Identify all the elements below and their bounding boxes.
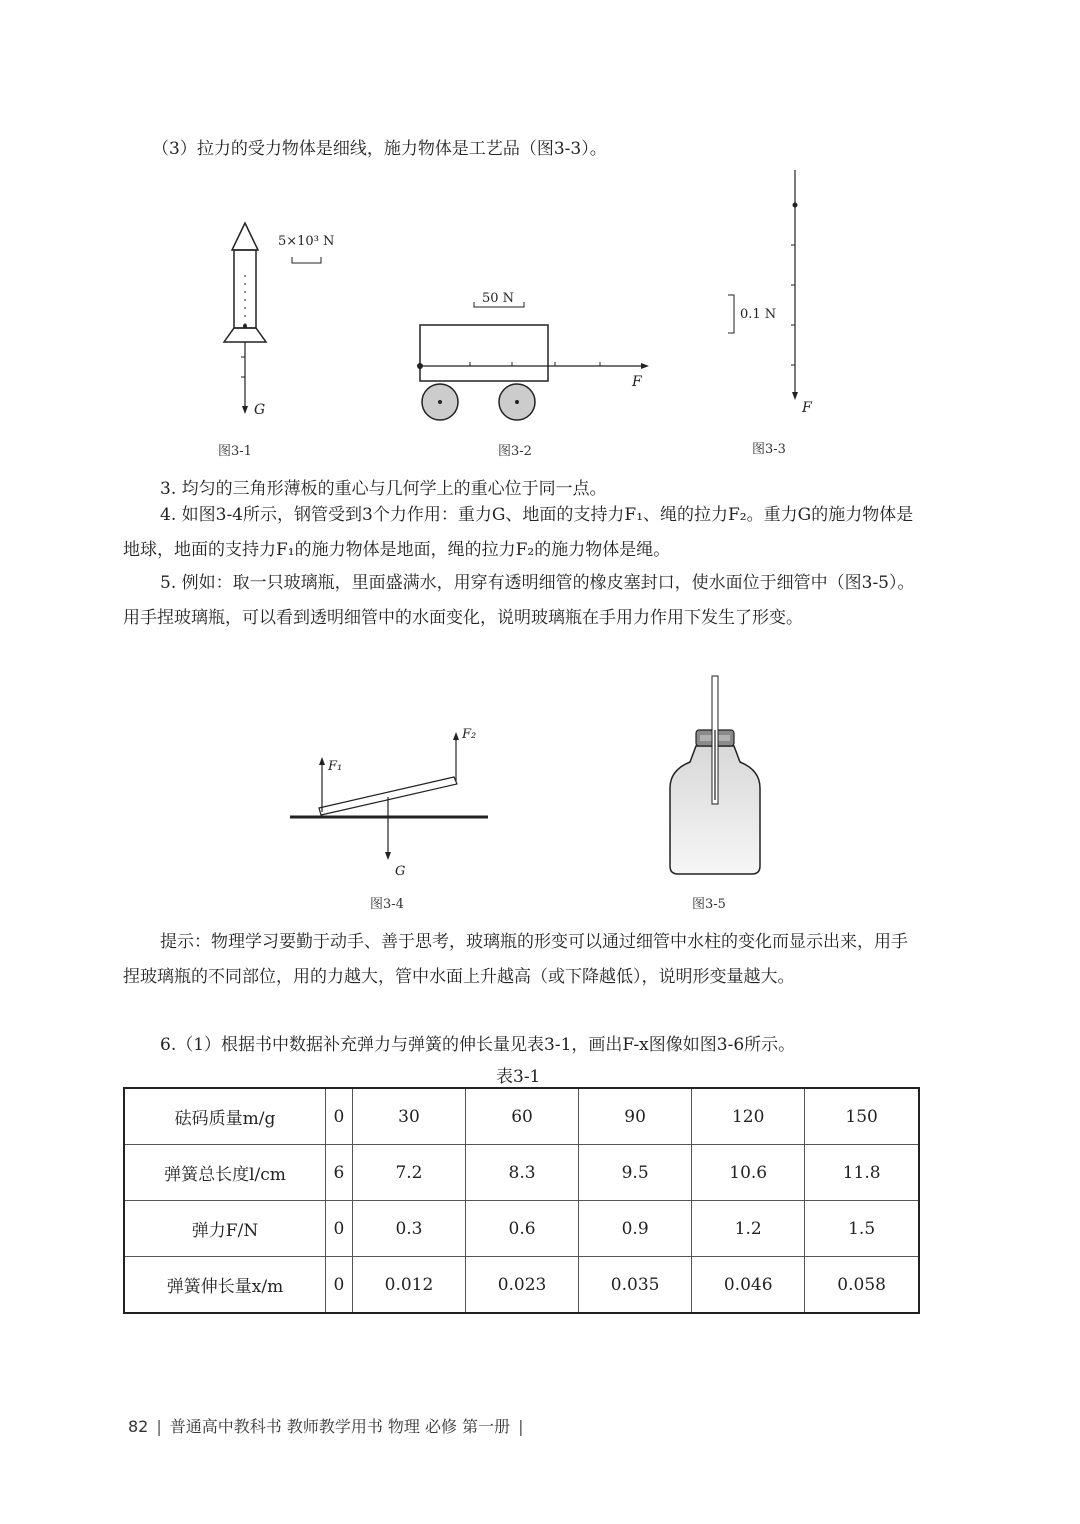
book-info: 普通高中教科书 教师教学用书 物理 必修 第一册 bbox=[169, 1417, 511, 1436]
figure-3-1 bbox=[210, 215, 340, 420]
table-cell: 1.2 bbox=[692, 1201, 805, 1257]
table-cell: 9.5 bbox=[579, 1145, 692, 1201]
page-number: 82 bbox=[128, 1417, 149, 1436]
table-row bbox=[124, 1145, 919, 1201]
figure-3-5 bbox=[660, 670, 770, 880]
hint-text: 提示：物理学习要勤于动手、善于思考，玻璃瓶的形变可以通过细管中水柱的变化而显示出来，用手捏玻璃瓶的不同部位，用的力越大，管中水面上升越高（或下降越低），说明形变量越大。 bbox=[123, 932, 908, 987]
answer-6: 6.（1）根据书中数据补充弹力与弹簧的伸长量见表3-1，画出F-x图像如图3-6所示。 bbox=[160, 1035, 796, 1055]
figure-3-3 bbox=[720, 165, 830, 415]
table-cell: 0.6 bbox=[466, 1201, 579, 1257]
table-cell: 150 bbox=[805, 1088, 919, 1145]
table-cell: 11.8 bbox=[805, 1145, 919, 1201]
fig3-1-scale-label: 5×10³ N bbox=[278, 234, 335, 249]
table-cell: 0.012 bbox=[352, 1257, 465, 1314]
table-row bbox=[124, 1257, 919, 1314]
table-cell: 1.5 bbox=[805, 1201, 919, 1257]
table-cell: 90 bbox=[579, 1088, 692, 1145]
data-table bbox=[123, 1087, 920, 1314]
table-cell: 0.046 bbox=[692, 1257, 805, 1314]
fig3-4-f1-label: F₁ bbox=[328, 759, 343, 774]
row-header: 弹簧伸长量x/m bbox=[124, 1257, 326, 1314]
caption-3-1: 图3-1 bbox=[218, 444, 252, 459]
table-cell: 30 bbox=[352, 1088, 465, 1145]
item3-text: （3）拉力的受力物体是细线，施力物体是工艺品（图3-3）。 bbox=[152, 139, 607, 159]
table-cell: 0.035 bbox=[579, 1257, 692, 1314]
table-cell: 8.3 bbox=[466, 1145, 579, 1201]
caption-3-4: 图3-4 bbox=[370, 897, 404, 912]
table-cell: 0.023 bbox=[466, 1257, 579, 1314]
table-cell: 0.3 bbox=[352, 1201, 465, 1257]
page-footer: 82 | 普通高中教科书 教师教学用书 物理 必修 第一册 | bbox=[128, 1417, 524, 1436]
table-row bbox=[124, 1201, 919, 1257]
fig3-2-force-label: F bbox=[632, 374, 642, 390]
table-cell: 0.058 bbox=[805, 1257, 919, 1314]
row-header: 弹簧总长度l/cm bbox=[124, 1145, 326, 1201]
table-cell: 0 bbox=[326, 1257, 353, 1314]
caption-3-2: 图3-2 bbox=[498, 444, 532, 459]
table-cell: 6 bbox=[326, 1145, 353, 1201]
table-cell: 7.2 bbox=[352, 1145, 465, 1201]
fig3-1-force-label: G bbox=[254, 402, 266, 418]
table-row bbox=[124, 1088, 919, 1145]
row-header: 砝码质量m/g bbox=[124, 1088, 326, 1145]
answer-3: 3. 均匀的三角形薄板的重心与几何学上的重心位于同一点。 bbox=[160, 479, 607, 499]
figure-3-4 bbox=[285, 715, 495, 885]
fig3-2-scale-label: 50 N bbox=[482, 291, 515, 306]
fig3-3-scale-label: 0.1 N bbox=[740, 307, 777, 322]
fig3-4-g-label: G bbox=[395, 864, 406, 879]
table-cell: 10.6 bbox=[692, 1145, 805, 1201]
answer-5: 5. 例如：取一只玻璃瓶，里面盛满水，用穿有透明细管的橡皮塞封口，使水面位于细管中（图3-5）。用手捏玻璃瓶，可以看到透明细管中的水面变化，说明玻璃瓶在手用力作用下发生了形变。 bbox=[123, 573, 915, 628]
fig3-3-force-label: F bbox=[802, 400, 812, 415]
table-cell: 0.9 bbox=[579, 1201, 692, 1257]
table-cell: 60 bbox=[466, 1088, 579, 1145]
table-cell: 120 bbox=[692, 1088, 805, 1145]
table-caption: 表3-1 bbox=[496, 1067, 541, 1087]
row-header: 弹力F/N bbox=[124, 1201, 326, 1257]
table-cell: 0 bbox=[326, 1088, 353, 1145]
caption-3-5: 图3-5 bbox=[692, 897, 726, 912]
figure-3-2 bbox=[410, 285, 660, 425]
table-cell: 0 bbox=[326, 1201, 353, 1257]
caption-3-3: 图3-3 bbox=[752, 442, 786, 457]
answer-4: 4. 如图3-4所示，钢管受到3个力作用：重力G、地面的支持力F₁、绳的拉力F₂。重力G的施力物体是地球，地面的支持力F₁的施力物体是地面，绳的拉力F₂的施力物体是绳。 bbox=[123, 505, 914, 560]
fig3-4-f2-label: F₂ bbox=[462, 727, 477, 742]
